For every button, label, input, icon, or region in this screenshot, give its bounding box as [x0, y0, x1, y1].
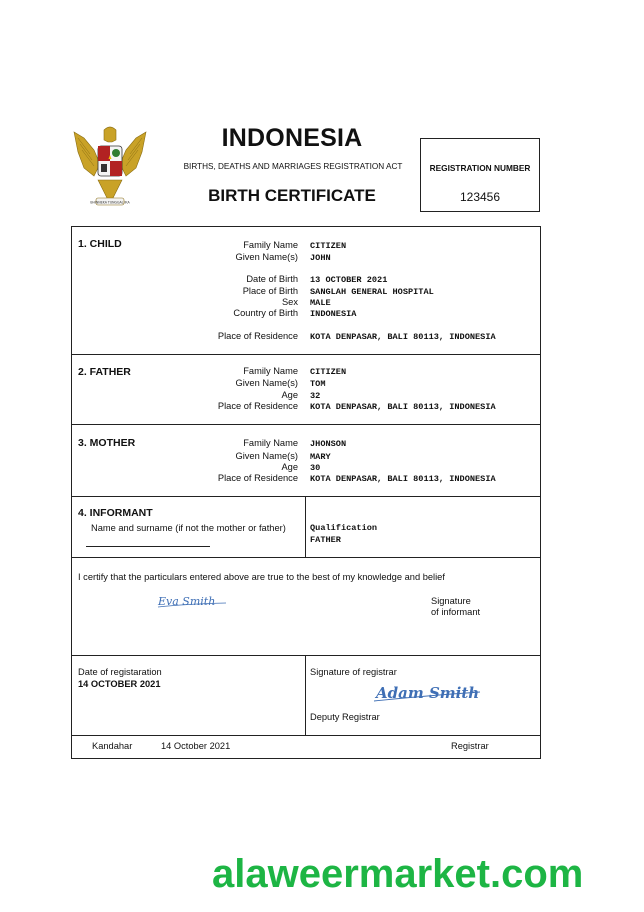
child-family-name-label: Family Name: [243, 240, 298, 250]
informant-qualification-label: Qualification: [310, 523, 378, 533]
informant-signature: [156, 591, 240, 611]
child-sex: MALE: [310, 298, 331, 308]
child-residence: KOTA DENPASAR, BALI 80113, INDONESIA: [310, 332, 496, 342]
registration-act: BIRTHS, DEATHS AND MARRIAGES REGISTRATION ACT: [183, 162, 403, 171]
informant-name-line: [86, 546, 210, 547]
registrar-signature-text: Adam Smith: [376, 684, 480, 702]
child-sex-label: Sex: [281, 297, 298, 307]
registration-number-box: [420, 138, 540, 212]
mother-family-name-label: Family Name: [243, 438, 298, 448]
emblem-motto: BHINNEKA TUNGGAL IKA: [90, 200, 130, 205]
footer-role: Registrar: [451, 741, 489, 751]
mother-family-name: JHONSON: [310, 439, 347, 449]
child-residence-label: Place of Residence: [217, 331, 298, 341]
divider: [72, 655, 540, 656]
divider: [72, 424, 540, 425]
mother-given-names-label: Given Name(s): [235, 451, 298, 461]
child-pob: SANGLAH GENERAL HOSPITAL: [310, 287, 434, 297]
registrar-title: Deputy Registrar: [310, 712, 380, 722]
certificate-form: [71, 226, 541, 759]
child-given-names-label: Given Name(s): [235, 252, 298, 262]
informant-signature-label-2: of informant: [431, 607, 481, 617]
section-child-title: 1. CHILD: [78, 238, 122, 250]
father-given-names-label: Given Name(s): [235, 378, 298, 388]
father-age-label: Age: [281, 390, 298, 400]
child-dob-label: Date of Birth: [246, 274, 298, 284]
child-given-names: JOHN: [310, 253, 331, 263]
mother-age: 30: [310, 463, 321, 473]
informant-signature-label-1: Signature: [431, 596, 471, 606]
divider: [305, 656, 306, 735]
mother-age-label: Age: [281, 462, 298, 472]
father-family-name: CITIZEN: [310, 367, 347, 377]
registration-date-label: Date of registaration: [78, 667, 162, 677]
section-mother-title: 3. MOTHER: [78, 437, 136, 449]
document-title: BIRTH CERTIFICATE: [208, 186, 376, 205]
child-pob-label: Place of Birth: [242, 286, 298, 296]
father-age: 32: [310, 391, 321, 401]
father-residence-label: Place of Residence: [217, 401, 298, 411]
father-given-names: TOM: [310, 379, 326, 389]
child-family-name: CITIZEN: [310, 241, 347, 251]
watermark-text: alaweermarket.com: [212, 852, 584, 896]
registration-number-label: REGISTRATION NUMBER: [429, 163, 531, 173]
father-family-name-label: Family Name: [243, 366, 298, 376]
registrar-signature-label: Signature of registrar: [310, 667, 397, 677]
mother-given-names: MARY: [310, 452, 331, 462]
certification-statement: I certify that the particulars entered above are true to the best of my knowledge and belief: [78, 572, 445, 582]
country-title: INDONESIA: [221, 124, 363, 152]
informant-name-label: Name and surname (if not the mother or father): [91, 523, 286, 533]
registrar-signature: [372, 679, 484, 707]
divider: [72, 557, 540, 558]
section-informant-title: 4. INFORMANT: [78, 507, 153, 519]
garuda-emblem-icon: [70, 124, 150, 210]
child-dob: 13 OCTOBER 2021: [310, 275, 388, 285]
divider: [305, 497, 306, 557]
divider: [72, 735, 540, 736]
registration-number-value: 123456: [459, 190, 501, 204]
divider: [72, 496, 540, 497]
registration-date: 14 OCTOBER 2021: [78, 679, 161, 689]
mother-residence: KOTA DENPASAR, BALI 80113, INDONESIA: [310, 474, 496, 484]
mother-residence-label: Place of Residence: [217, 473, 298, 483]
child-country: INDONESIA: [310, 309, 357, 319]
section-father-title: 2. FATHER: [78, 366, 131, 378]
footer-date: 14 October 2021: [161, 741, 231, 751]
child-country-label: Country of Birth: [233, 308, 298, 318]
father-residence: KOTA DENPASAR, BALI 80113, INDONESIA: [310, 402, 496, 412]
informant-qualification: FATHER: [310, 535, 341, 545]
footer-place: Kandahar: [92, 741, 133, 751]
divider: [72, 354, 540, 355]
informant-signature-text: Eva Smith: [158, 595, 216, 608]
